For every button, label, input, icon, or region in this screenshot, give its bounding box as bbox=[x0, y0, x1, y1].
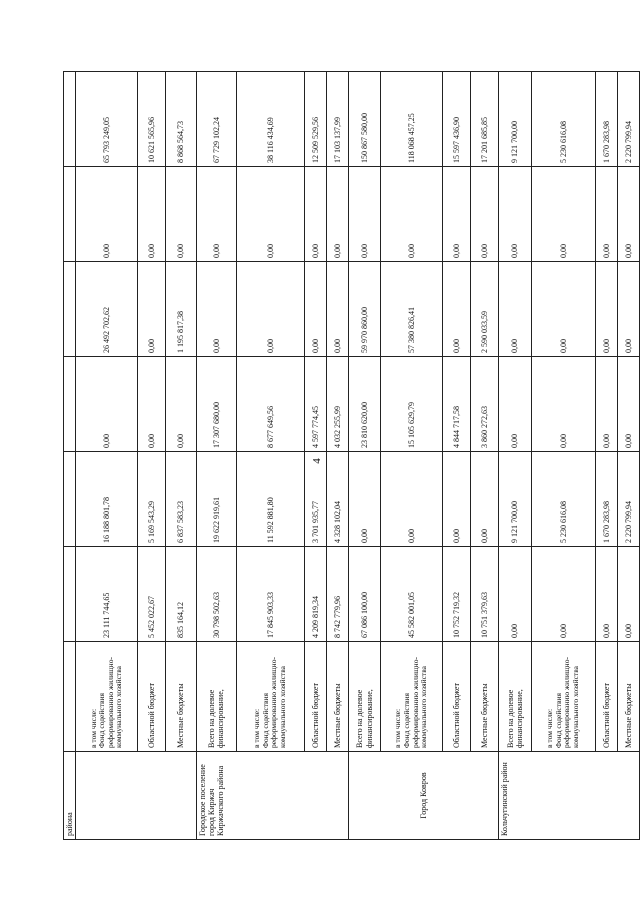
rotated-table-page bbox=[63, 72, 640, 840]
cell: 0,00 bbox=[166, 167, 196, 262]
cell: 0,00 bbox=[499, 547, 531, 642]
cell: 0,00 bbox=[166, 357, 196, 452]
cell: 8 677 649,56 bbox=[236, 357, 304, 452]
cell: 0,00 bbox=[76, 167, 138, 262]
table-row bbox=[617, 72, 639, 840]
row-label: Всего на долевое финансирование, bbox=[349, 642, 381, 752]
cell: 2 220 799,94 bbox=[617, 72, 639, 167]
cell: 0,00 bbox=[499, 357, 531, 452]
cell: 0,00 bbox=[499, 167, 531, 262]
cell: 0,00 bbox=[326, 167, 348, 262]
cell: 30 798 502,63 bbox=[196, 547, 236, 642]
row-label: в том числе: Фонд содействия реформированию жилищно-коммунального хозяйства bbox=[76, 642, 138, 752]
funding-table bbox=[63, 71, 640, 840]
cell: 15 105 629,79 bbox=[381, 357, 443, 452]
cell: 16 188 801,78 bbox=[76, 452, 138, 547]
cell: 17 307 680,00 bbox=[196, 357, 236, 452]
page-number: 4 bbox=[310, 458, 323, 464]
cell: 0,00 bbox=[617, 167, 639, 262]
table-row bbox=[499, 72, 531, 840]
cell: 0,00 bbox=[349, 167, 381, 262]
table-row bbox=[381, 72, 443, 840]
table-row bbox=[236, 72, 304, 840]
table-row bbox=[138, 72, 166, 840]
cell: 26 492 702,62 bbox=[76, 262, 138, 357]
cell: 0,00 bbox=[443, 452, 471, 547]
cell: 4 844 717,58 bbox=[443, 357, 471, 452]
cell: 0,00 bbox=[499, 262, 531, 357]
cell: 11 592 881,80 bbox=[236, 452, 304, 547]
cell: 0,00 bbox=[595, 547, 617, 642]
cell: 0,00 bbox=[138, 357, 166, 452]
cell: 57 380 826,41 bbox=[381, 262, 443, 357]
cell: 0,00 bbox=[471, 452, 499, 547]
cell: 0,00 bbox=[443, 262, 471, 357]
cell: 17 845 903,33 bbox=[236, 547, 304, 642]
cell: 0,00 bbox=[443, 167, 471, 262]
cell: 5 169 543,29 bbox=[138, 452, 166, 547]
cell: 45 582 001,05 bbox=[381, 547, 443, 642]
row-label: Местные бюджеты bbox=[471, 642, 499, 752]
cell: 1 670 283,98 bbox=[595, 72, 617, 167]
row-label: в том числе: Фонд содействия реформированию жилищно-коммунального хозяйства bbox=[381, 642, 443, 752]
cell: 0,00 bbox=[236, 262, 304, 357]
cell: 8 742 779,96 bbox=[326, 547, 348, 642]
table-row bbox=[471, 72, 499, 840]
row-label: в том числе: Фонд содействия реформированию жилищно-коммунального хозяйства bbox=[531, 642, 595, 752]
cell: 4 209 819,34 bbox=[304, 547, 326, 642]
cell: 10 752 719,32 bbox=[443, 547, 471, 642]
row-label: Местные бюджеты bbox=[617, 642, 639, 752]
cell: 12 509 529,56 bbox=[304, 72, 326, 167]
cell: 0,00 bbox=[595, 167, 617, 262]
cell: 1 670 283,98 bbox=[595, 452, 617, 547]
cell: 0,00 bbox=[304, 262, 326, 357]
cell: 6 837 583,23 bbox=[166, 452, 196, 547]
cell: 0,00 bbox=[76, 357, 138, 452]
cell: 0,00 bbox=[304, 167, 326, 262]
table-row bbox=[304, 72, 326, 840]
row-label: Областной бюджет bbox=[595, 642, 617, 752]
row-label: Областной бюджет bbox=[443, 642, 471, 752]
table-row bbox=[349, 72, 381, 840]
cell: 0,00 bbox=[531, 357, 595, 452]
cell: 0,00 bbox=[595, 262, 617, 357]
cell: 65 793 249,05 bbox=[76, 72, 138, 167]
cell: 3 701 935,77 bbox=[304, 452, 326, 547]
cell: 67 086 100,00 bbox=[349, 547, 381, 642]
cell: 0,00 bbox=[349, 452, 381, 547]
cell: 0,00 bbox=[196, 167, 236, 262]
cell: 3 860 272,63 bbox=[471, 357, 499, 452]
row-label: Областной бюджет bbox=[304, 642, 326, 752]
district-cell bbox=[76, 752, 196, 840]
cell: 10 621 565,96 bbox=[138, 72, 166, 167]
cell: 4 597 774,45 bbox=[304, 357, 326, 452]
cell: 23 111 744,65 bbox=[76, 547, 138, 642]
cell: 0,00 bbox=[326, 262, 348, 357]
cell: 0,00 bbox=[381, 167, 443, 262]
cell: 9 121 700,00 bbox=[499, 452, 531, 547]
cell: 9 121 700,00 bbox=[499, 72, 531, 167]
header-district-cell: района bbox=[64, 752, 76, 840]
cell: 0,00 bbox=[531, 167, 595, 262]
cell: 8 868 564,73 bbox=[166, 72, 196, 167]
row-label: Областной бюджет bbox=[138, 642, 166, 752]
cell: 0,00 bbox=[531, 262, 595, 357]
cell: 1 195 817,38 bbox=[166, 262, 196, 357]
cell: 67 729 102,24 bbox=[196, 72, 236, 167]
district-cell: Городское поселение город Киржач Киржачского района bbox=[196, 752, 348, 840]
cell: 4 032 255,99 bbox=[326, 357, 348, 452]
row-label: Всего на долевое финансирование, bbox=[196, 642, 236, 752]
cell: 17 103 137,99 bbox=[326, 72, 348, 167]
cell: 835 164,12 bbox=[166, 547, 196, 642]
district-cell: Кольчугинский район bbox=[499, 752, 640, 840]
cell: 0,00 bbox=[471, 167, 499, 262]
cell: 5 452 022,67 bbox=[138, 547, 166, 642]
cell: 4 328 102,04 bbox=[326, 452, 348, 547]
cell: 0,00 bbox=[138, 262, 166, 357]
cell: 2 220 799,94 bbox=[617, 452, 639, 547]
cell: 23 810 620,00 bbox=[349, 357, 381, 452]
cell: 0,00 bbox=[617, 262, 639, 357]
row-label: Местные бюджеты bbox=[166, 642, 196, 752]
table-row bbox=[443, 72, 471, 840]
row-label: Местные бюджеты bbox=[326, 642, 348, 752]
table-row bbox=[531, 72, 595, 840]
table-row bbox=[196, 72, 236, 840]
cell: 118 068 457,25 bbox=[381, 72, 443, 167]
table-row bbox=[595, 72, 617, 840]
cell: 19 622 919,61 bbox=[196, 452, 236, 547]
cell: 59 970 860,00 bbox=[349, 262, 381, 357]
cell: 15 597 436,90 bbox=[443, 72, 471, 167]
district-cell: Город Ковров bbox=[349, 752, 499, 840]
cell: 10 751 379,63 bbox=[471, 547, 499, 642]
cell: 0,00 bbox=[138, 167, 166, 262]
cell: 0,00 bbox=[617, 357, 639, 452]
cell: 0,00 bbox=[595, 357, 617, 452]
row-label: Всего на долевое финансирование, bbox=[499, 642, 531, 752]
cell: 0,00 bbox=[381, 452, 443, 547]
cell: 0,00 bbox=[531, 547, 595, 642]
cell: 5 230 616,08 bbox=[531, 72, 595, 167]
table-row bbox=[326, 72, 348, 840]
cell: 17 201 685,85 bbox=[471, 72, 499, 167]
cell: 2 590 033,59 bbox=[471, 262, 499, 357]
cell: 5 230 616,08 bbox=[531, 452, 595, 547]
table-row bbox=[166, 72, 196, 840]
cell: 0,00 bbox=[196, 262, 236, 357]
cell: 150 867 580,00 bbox=[349, 72, 381, 167]
row-label: в том числе: Фонд содействия реформированию жилищно-коммунального хозяйства bbox=[236, 642, 304, 752]
cell: 38 116 434,69 bbox=[236, 72, 304, 167]
cell: 0,00 bbox=[617, 547, 639, 642]
cell: 0,00 bbox=[236, 167, 304, 262]
table-row bbox=[76, 72, 138, 840]
